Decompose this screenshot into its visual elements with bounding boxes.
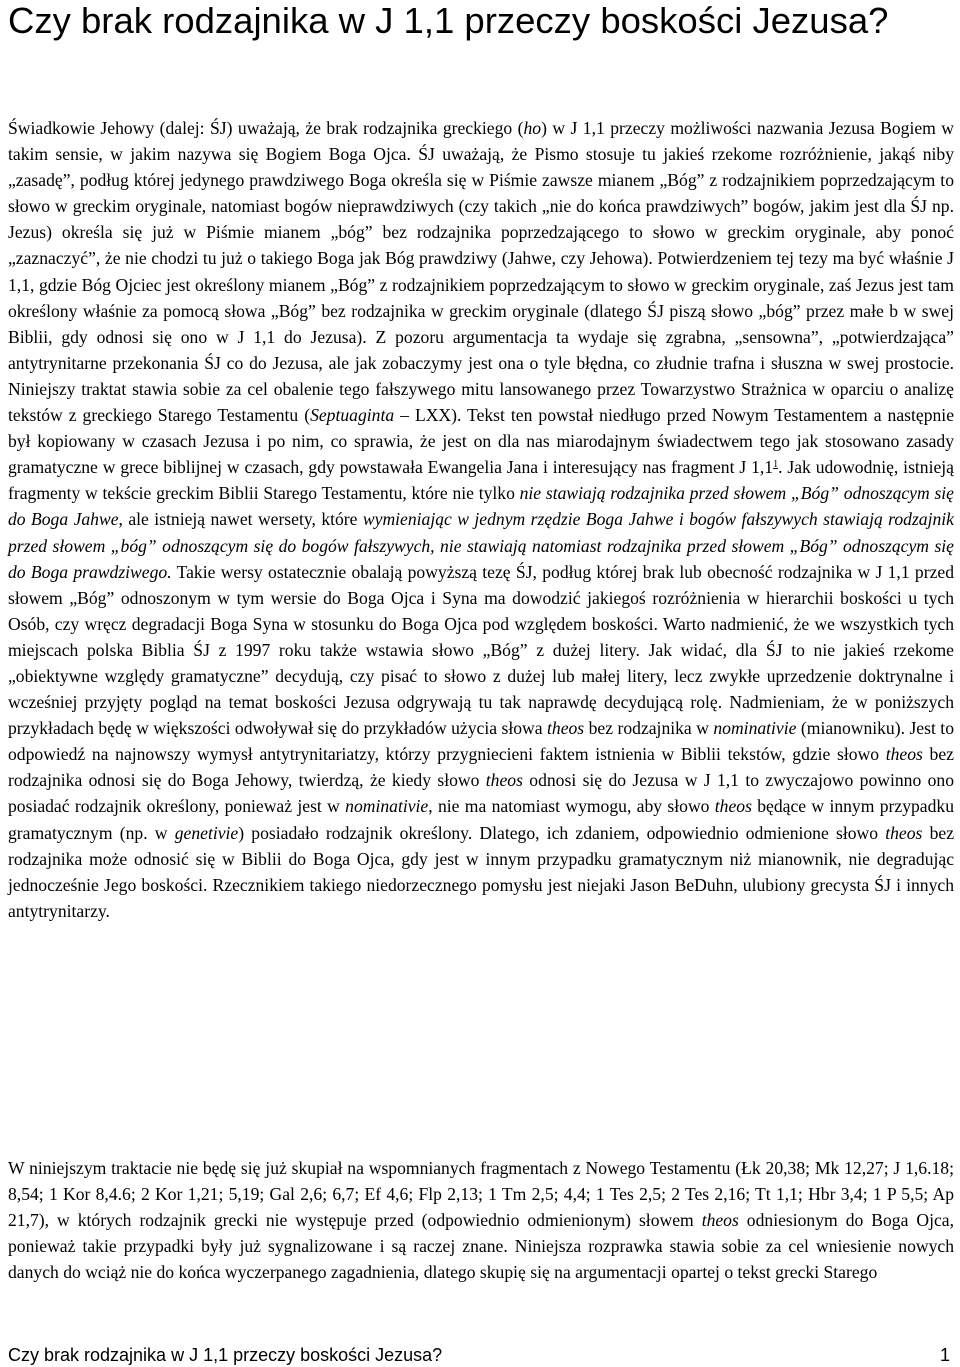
text-run: , nie ma natomiast wymogu, aby słowo bbox=[428, 796, 715, 817]
italic-text-run: theos bbox=[885, 744, 923, 765]
italic-text-run: nie stawiają rodzajnika przed słowem „Bóg” odnoszącym się do Boga Jahwe bbox=[8, 483, 954, 530]
text-run: (mianowniku). Jest to odpowiedź na najnowszy wymysł antytrynitariatzy, którzy przygniecieni faktem istnienia w Biblii tekstów, gdzie słowo bbox=[8, 718, 954, 765]
italic-text-run: genetivie bbox=[174, 822, 239, 843]
italic-text-run: nominativie bbox=[713, 718, 797, 739]
text-run: bez rodzajnika odnosi się do Boga Jehowy, twierdzą, że kiedy słowo bbox=[8, 744, 954, 791]
text-run: , ale istnieją nawet wersety, które bbox=[118, 509, 363, 530]
italic-text-run: Septuaginta bbox=[310, 405, 395, 426]
italic-text-run: theos bbox=[485, 770, 523, 791]
footer-title: Czy brak rodzajnika w J 1,1 przeczy boskości Jezusa? bbox=[8, 1345, 443, 1365]
italic-text-run: theos bbox=[714, 796, 752, 817]
italic-text-run: theos bbox=[701, 1210, 739, 1231]
italic-text-run: nominativie bbox=[345, 796, 429, 817]
text-run: odniesionym do Boga Ojca, ponieważ takie przypadki były już sygnalizowane i są raczej znane. Niniejsza rozprawka stawia sobie za cel wniesienie nowych danych do wciąż nie do końca wyczerpanego zagadnienia, dlatego skupię się na argumentacji opartej o tekst grecki Starego bbox=[8, 1210, 955, 1283]
body-paragraph-2 bbox=[8, 1155, 954, 1285]
italic-text-run: wymieniając w jednym rzędzie Boga Jahwe i bogów fałszywych stawiają rodzajnik przed słowem „bóg” odnoszącym się do bogów fałszywych, nie stawiają natomiast rodzajnika przed słowem „Bóg” odnoszącym się do Boga prawdziwego. bbox=[8, 509, 954, 582]
text-run: . Jak udowodnię, istnieją fragmenty w tekście greckim Biblii Starego Testamentu, które nie tylko bbox=[8, 457, 954, 504]
text-run: ) w J 1,1 przeczy możliwości nazwania Jezusa Bogiem w takim sensie, w jakim nazywa się Bogiem Boga Ojca. ŚJ uważają, że Pismo stosuje tu jakieś rzekome rozróżnienie, jakąś niby „zasadę”, podług której jedynego prawdziwego Boga określa się w Piśmie zawsze mianem „Bóg” z rodzajnikiem poprzedzającym to słowo w greckim oryginale, natomiast bogów nieprawdziwych (czy takich „nie do końca prawdziwych” bogów, jakim jest dla ŚJ np. Jezus) określa się już w Piśmie mianem „bóg” bez rodzajnika poprzedzającego to słowo w greckim oryginale, aby ponoć „zaznaczyć”, że nie chodzi tu już o takiego Boga jak Bóg prawdziwy (Jahwe, czy Jehowa). Potwierdzeniem tej tezy ma być właśnie J 1,1, gdzie Bóg Ojciec jest określony mianem „Bóg” z rodzajnikiem poprzedzającym to słowo w greckim oryginale, zaś Jezus jest tam określony właśnie za pomocą słowa „Bóg” bez rodzajnika w greckim oryginale (dlatego ŚJ piszą słowo „bóg” przez małe b w swej Biblii, gdy odnosi się ono w J 1,1 do Jezusa). Z pozoru argumentacja ta wydaje się zgrabna, „sensowna”, „potwierdzająca” antytrynitarne przekonania ŚJ co do Jezusa, ale jak zobaczymy jest ona o tyle błędna, co złudnie trafna i słuszna w swej prostocie. Niniejszy traktat stawia sobie za cel obalenie tego fałszywego mitu lansowanego przez Towarzystwo Strażnica w oparciu o analizę tekstów z greckiego Starego Testamentu ( bbox=[8, 118, 954, 426]
text-run: bez rodzajnika w bbox=[584, 718, 714, 739]
text-run: będące w innym przypadku gramatycznym (np. w bbox=[8, 796, 955, 843]
text-run: bez rodzajnika może odnosić się w Biblii do Boga Ojca, gdy jest w innym przypadku gramatycznym niż mianownik, nie degradując jednocześnie Jego boskości. Rzecznikiem takiego niedorzecznego pomysłu jest niejaki Jason BeDuhn, ulubiony grecysta ŚJ i innych antytrynitarzy. bbox=[8, 822, 954, 921]
footer-page-number: 1 bbox=[939, 1345, 950, 1365]
text-run: Takie wersy ostatecznie obalają powyższą tezę ŚJ, podług której brak lub obecność rodzajnika w J 1,1 przed słowem „Bóg” odnoszonym w tym wersie do Boga Ojca i Syna ma dowodzić jakiegoś rozróżnienia w hierarchii boskości u tych Osób, czy wręcz degradacji Boga Syna w stosunku do Boga Ojca pod względem boskości. Warto nadmienić, że we wszystkich tych miejscach polska Biblia ŚJ z 1997 roku także wstawia słowo „Bóg” z dużej litery. Jak widać, dla ŚJ to nie jakieś rzekome „obiektywne względy gramatyczne” decydują, czy pisać to słowo z dużej lub małej litery, lecz zwykłe uprzedzenie doktrynalne i wcześniej przyjęty pogląd na temat boskości Jezusa odgrywają tu tak naprawdę decydującą rolę. Nadmieniam, że w poniższych przykładach będę w większości odwoływał się do przykładów użycia słowa bbox=[8, 561, 954, 739]
italic-text-run: ho bbox=[523, 118, 542, 138]
footnote-ref-link[interactable]: 1 bbox=[773, 459, 779, 471]
text-run: – LXX). Tekst ten powstał niedługo przed Nowym Testamentem a następnie był kopiowany w czasach Jezusa i po nim, co sprawia, że jest on dla nas miarodajnym świadectwem tego jak stosowano zasady gramatyczne w grece biblijnej w czasach, gdy powstawała Ewangelia Jana i interesujący nas fragment J 1,1 bbox=[8, 405, 954, 478]
italic-text-run: theos bbox=[885, 822, 923, 843]
text-run: ) posiadało rodzajnik określony. Dlatego, ich zdaniem, odpowiednio odmienione słowo bbox=[238, 822, 886, 843]
text-run: Świadkowie Jehowy (dalej: ŚJ) uważają, że brak rodzajnika greckiego ( bbox=[8, 118, 524, 138]
body-paragraph-1 bbox=[8, 115, 954, 924]
document-title: Czy brak rodzajnika w J 1,1 przeczy boskości Jezusa? bbox=[8, 0, 889, 41]
text-run: odnosi się do Jezusa w J 1,1 to zwyczajowo powinno ono posiadać rodzajnik określony, ponieważ jest w bbox=[8, 770, 954, 817]
italic-text-run: theos bbox=[547, 718, 585, 739]
text-run: W niniejszym traktacie nie będę się już skupiał na wspomnianych fragmentach z Nowego Testamentu (Łk 20,38; Mk 12,27; J 1,6.18; 8,54; 1 Kor 8,4.6; 2 Kor 1,21; 5,19; Gal 2,6; 6,7; Ef 4,6; Flp 2,13; 1 Tm 2,5; 4,4; 1 Tes 2,5; 2 Tes 2,16; Tt 1,1; Hbr 3,4; 1 P 5,5; Ap 21,7), w których rodzajnik grecki nie występuje przed (odpowiednio odmienionym) słowem bbox=[8, 1158, 954, 1231]
